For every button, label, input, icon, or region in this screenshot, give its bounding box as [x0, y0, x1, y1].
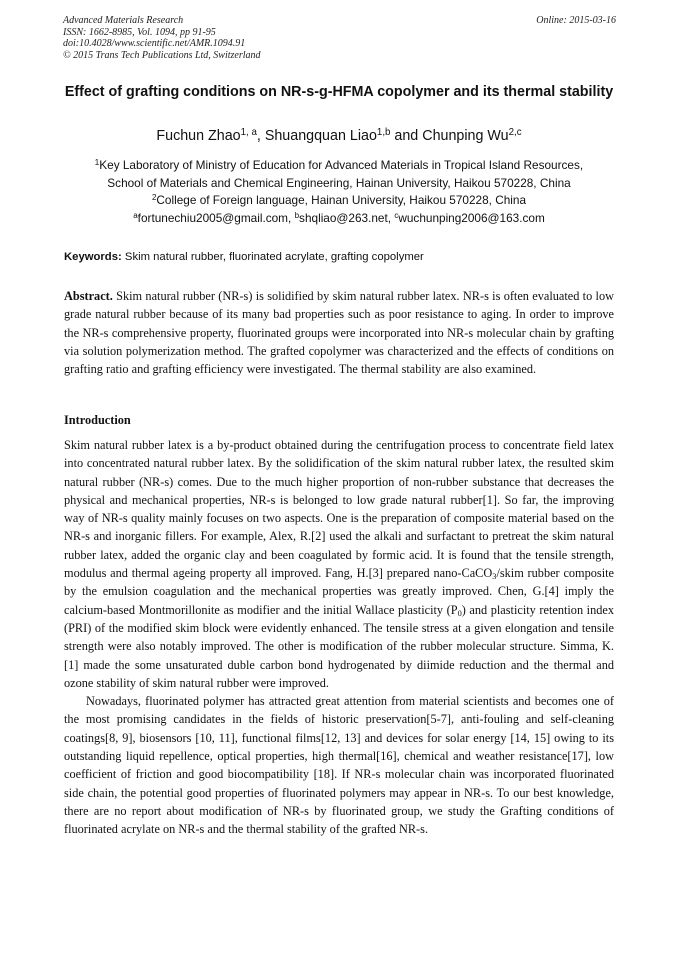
email-address: shqliao@263.net, — [299, 210, 395, 225]
journal-name: Advanced Materials Research — [63, 15, 184, 26]
keywords-text: Skim natural rubber, fluorinated acrylate, grafting copolymer — [121, 251, 424, 263]
affiliations — [40, 157, 638, 227]
paragraph-text: /skim rubber composite by the emulsion coagulation and the mechanical properties was greatly improved. Chen, G.[4] imply the calcium-based Montmorillonite as modifier and the initial Wallace plasticity (P — [64, 566, 614, 617]
paragraph — [64, 436, 614, 692]
email-sup: c — [394, 210, 399, 220]
author-list — [0, 127, 678, 145]
abstract-text: Skim natural rubber (NR-s) is solidified by skim natural rubber latex. NR-s is often evaluated to low grade natural rubber because of its many bad properties such as poor resistance to aging. In order to improve the NR-s comprehensive property, fluorinated groups were incorporated into NR-s molecular chain by grafting via solution polymerization method. The grafted copolymer was characterized and the effects of conditions on grafting ratio and grafting efficiency were investigated. The thermal stability are also examined. — [64, 289, 614, 377]
author-sup: 1, a — [240, 127, 257, 139]
email-address: wuchunping2006@163.com — [398, 210, 545, 225]
paragraph-text: ) and plasticity retention index (PRI) of the modified skim block were evidently enhanced. The tensile stress at a given elongation and tensile strength were also notably improved. The other is modification of the rubber molecular structure. Simma, K. [1] made the some unsaturated duble carbon bond hydrogenated by diimide reduction and the thermal and ozone stability of skim natural rubber were improved. — [64, 602, 614, 690]
author-name: Chunping Wu — [422, 128, 509, 144]
introduction-body — [64, 436, 614, 839]
affiliation-1-cont: School of Materials and Chemical Engineering, Hainan University, Haikou 570228, China — [107, 175, 571, 190]
author-name: Shuangquan Liao — [264, 128, 377, 144]
affiliation-2 — [40, 192, 638, 210]
introduction-heading: Introduction — [64, 413, 131, 427]
email-address: fortunechiu2005@gmail.com, — [137, 210, 295, 225]
author-separator: , — [256, 128, 265, 144]
author-sup: 2,c — [508, 127, 522, 139]
doi-line: doi:10.4028/www.scientific.net/AMR.1094.91 — [63, 38, 246, 49]
abstract-label: Abstract. — [64, 289, 113, 303]
keywords-label: Keywords: — [64, 251, 122, 263]
journal-header — [63, 15, 261, 61]
abstract — [64, 287, 614, 378]
author-separator: and — [390, 128, 423, 144]
subscript: 3 — [492, 571, 497, 581]
issn-line: ISSN: 1662-8985, Vol. 1094, pp 91-95 — [63, 26, 216, 38]
online-date: Online: 2015-03-16 — [536, 15, 616, 26]
affiliation-sup: 1 — [94, 158, 100, 167]
email-sup: a — [133, 210, 138, 220]
paper-title: Effect of grafting conditions on NR-s-g-HFMA copolymer and its thermal stability — [64, 84, 614, 100]
author-name: Fuchun Zhao — [156, 128, 241, 144]
email-sup: b — [294, 210, 300, 220]
email-line — [40, 210, 638, 228]
copyright-line: © 2015 Trans Tech Publications Ltd, Switzerland — [63, 49, 261, 61]
paragraph-text: Skim natural rubber latex is a by-product obtained during the centrifugation process to concentrate field latex into concentrated natural rubber latex. By the solidification of the skim natural rubber latex, the resulted skim natural rubber (NR-s) comes. Due to the much higher proportion of non-rubber substance that decreases the physical and mechanical properties, NR-s is belonged to low grade natural rubber[1]. So far, the improving way of NR-s quality mainly focuses on two aspects. One is the preparation of composite material based on the NR-s and inorganic fillers. For example, Alex, R.[2] used the alkali and surfactant to pretreat the skim natural rubber latex, added the organic clay and been coagulated by formic acid. It is found that the tensile strength, modulus and thermal ageing property all improved. Fang, H.[3] prepared nano-CaCO — [64, 438, 614, 581]
paragraph: Nowadays, fluorinated polymer has attracted great attention from material scientists and becomes one of the most promising candidates in the fields of historic preservation[5-7], anti-fouling and self-cleaning coatings[8, 9], biosensors [10, 11], functional films[12, 13] and devices for solar energy [14, 15] owing to its outstanding liquid repellence, optical properties, high thermal[16], chemical and weather resistance[17], low coefficient of friction and good biocompatibility [18]. If NR-s molecular chain was incorporated fluorinated side chain, the potential good properties of fluorinated polymers may appear in NR-s. To our best knowledge, there are no report about modification of NR-s by fluorinated group, we study the Grafting conditions of fluorinated acrylate on NR-s and the thermal stability of the grafted NR-s. — [64, 694, 614, 837]
affiliation-text: Key Laboratory of Ministry of Education for Advanced Materials in Tropical Island Resources, — [99, 158, 584, 172]
affiliation-1 — [40, 157, 638, 175]
subscript: 0 — [457, 608, 462, 618]
author-sup: 1,b — [376, 127, 391, 139]
affiliation-text: College of Foreign language, Hainan University, Haikou 570228, China — [156, 193, 527, 207]
keywords — [64, 249, 624, 265]
affiliation-sup: 2 — [151, 193, 157, 202]
